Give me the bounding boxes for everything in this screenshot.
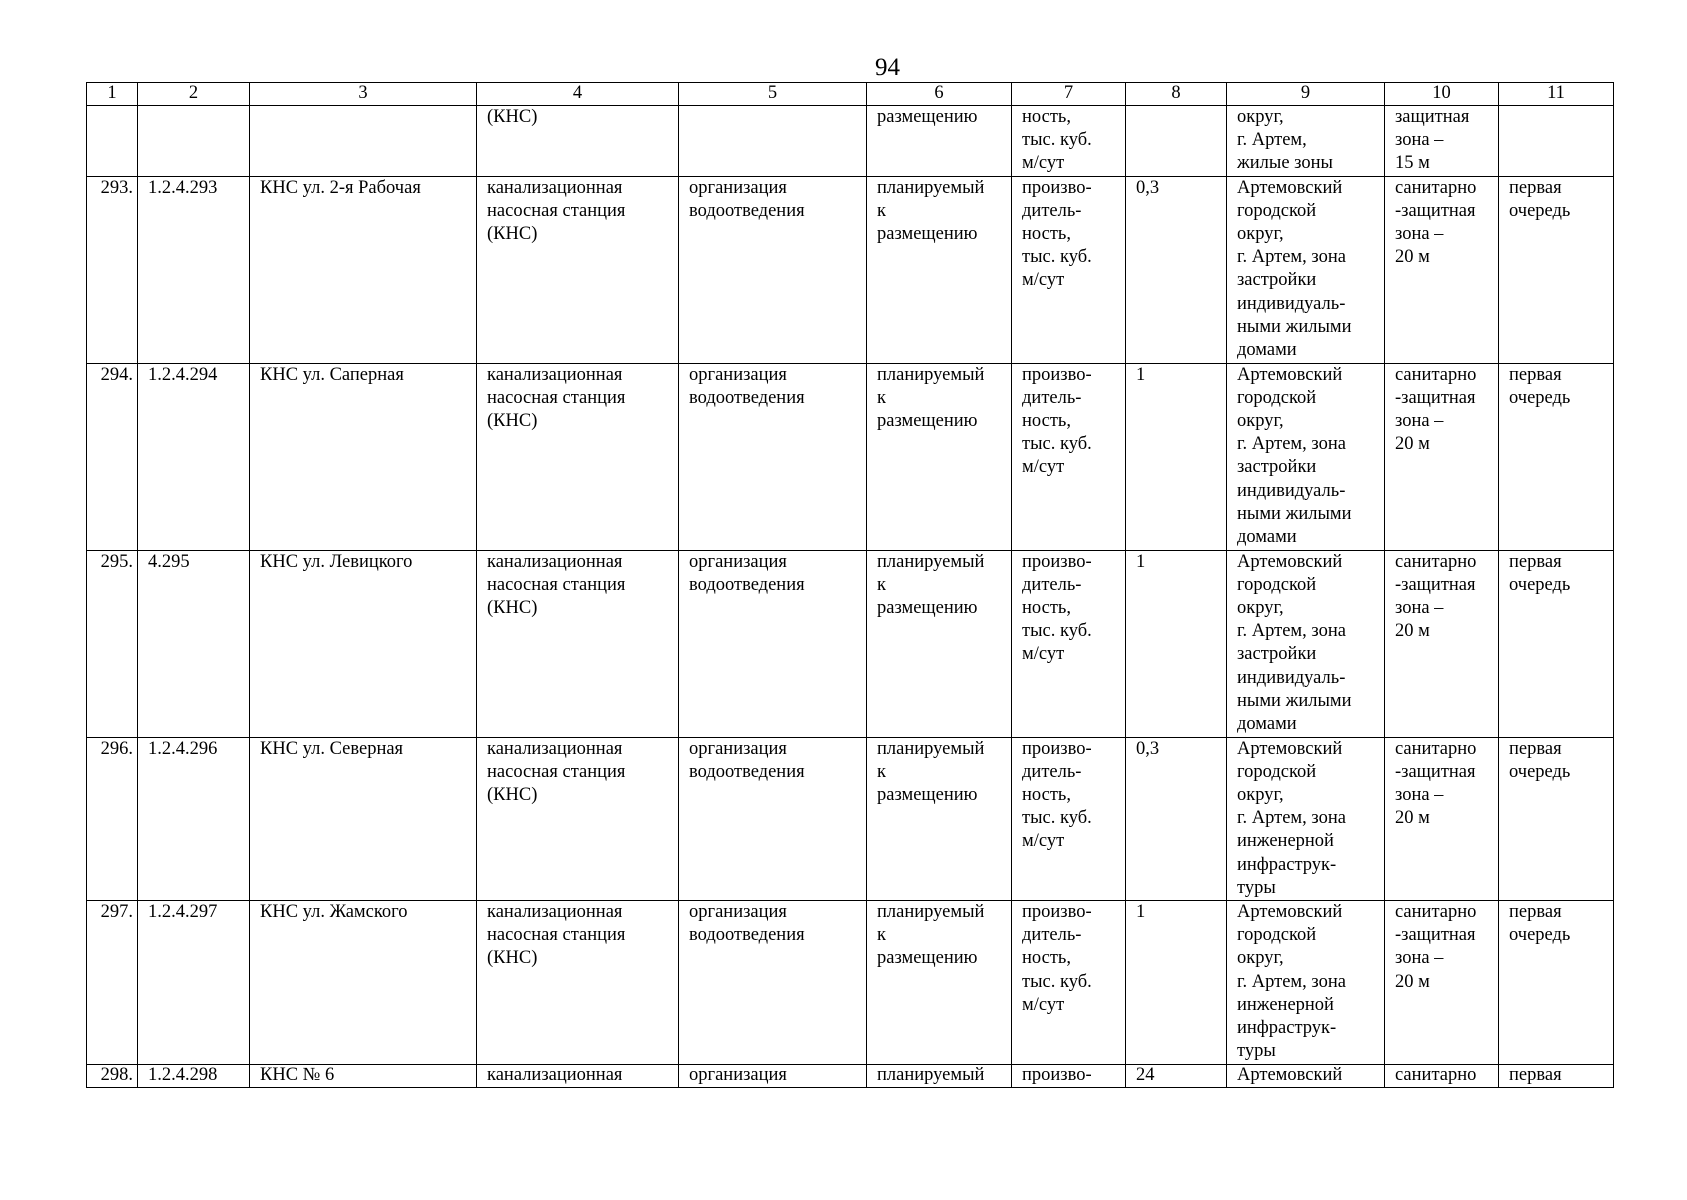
cell-text-line: м/сут (1022, 831, 1065, 852)
cell-text-line: зона – (1395, 948, 1444, 969)
table-cell-col-10 (1385, 737, 1499, 900)
table-cell-col-9 (1227, 550, 1385, 737)
cell-text-line: организация (689, 551, 787, 572)
cell-text-line: 4.295 (148, 551, 190, 572)
cell-text-line: 20 м (1395, 971, 1430, 992)
table-cell-col-3 (250, 106, 477, 177)
cell-text-line: (КНС) (487, 224, 538, 245)
cell-text-line: туры (1237, 877, 1276, 898)
cell-text-line: КНС ул. Жамского (260, 902, 408, 923)
cell-text-line: канализационная (487, 177, 623, 198)
table-cell-col-5 (679, 176, 867, 363)
cell-text-line: 1.2.4.296 (148, 738, 218, 759)
cell-text-line: Артемовский (1237, 551, 1343, 572)
cell-text-line: к (877, 387, 886, 408)
column-header-11: 11 (1499, 83, 1614, 106)
cell-text-line: -защитная (1395, 387, 1476, 408)
cell-text-line: 0,3 (1136, 738, 1160, 759)
cell-text-line: г. Артем, (1237, 130, 1307, 151)
column-header-5: 5 (679, 83, 867, 106)
cell-text-line: КНС ул. Северная (260, 738, 404, 759)
cell-text-line: зона – (1395, 411, 1444, 432)
cell-text-line: насосная станция (487, 387, 626, 408)
cell-text-line: тыс. куб. (1022, 434, 1092, 455)
table-cell-col-11 (1499, 363, 1614, 550)
cell-text-line: канализационная (487, 738, 623, 759)
column-header-6: 6 (867, 83, 1012, 106)
cell-text-line: домами (1237, 714, 1297, 735)
table-cell-col-10 (1385, 550, 1499, 737)
table-cell-col-3 (250, 737, 477, 900)
table-cell-col-6 (867, 737, 1012, 900)
cell-text-line: очередь (1509, 574, 1571, 595)
column-header-9: 9 (1227, 83, 1385, 106)
cell-text-line: очередь (1509, 925, 1571, 946)
cell-text-line: индивидуаль- (1237, 480, 1346, 501)
cell-text-line: планируемый (877, 1065, 985, 1086)
table-cell-col-11 (1499, 176, 1614, 363)
cell-text-line: защитная (1395, 107, 1470, 127)
cell-text-line: санитарно (1395, 177, 1477, 198)
table-cell-col-3 (250, 176, 477, 363)
cell-text-line: первая (1509, 738, 1562, 759)
cell-text-line: зона – (1395, 785, 1444, 806)
table-cell-col-5 (679, 106, 867, 177)
cell-text-line: организация (689, 738, 787, 759)
cell-text-line: планируемый (877, 551, 985, 572)
cell-text-line: инженерной (1237, 831, 1334, 852)
table-cell-col-1 (87, 901, 138, 1065)
cell-text-line: ность, (1022, 411, 1071, 432)
cell-text-line: городской (1237, 200, 1317, 221)
column-header-1: 1 (87, 83, 138, 106)
table-cell-col-2 (138, 176, 250, 363)
cell-text-line: очередь (1509, 200, 1571, 221)
table-cell-col-4 (477, 1065, 679, 1088)
cell-text-line: 1 (1136, 364, 1146, 385)
table-cell-col-11 (1499, 106, 1614, 177)
cell-text-line: округ, (1237, 107, 1284, 127)
table-cell-col-1 (87, 1065, 138, 1088)
cell-text-line: размещению (877, 107, 978, 127)
column-header-7: 7 (1012, 83, 1126, 106)
table-cell-col-3 (250, 901, 477, 1065)
cell-text-line: водоотведения (689, 761, 805, 782)
cell-text-line: г. Артем, зона (1237, 808, 1346, 829)
cell-text-line: произво- (1022, 551, 1092, 572)
table-cell-col-5 (679, 363, 867, 550)
cell-text-line: санитарно (1395, 1065, 1477, 1086)
cell-text-line: округ, (1237, 598, 1284, 619)
cell-text-line: округ, (1237, 948, 1284, 969)
cell-text-line: к (877, 925, 886, 946)
cell-text-line: ность, (1022, 107, 1071, 127)
cell-text-line: Артемовский (1237, 1065, 1343, 1086)
cell-text-line: 24 (1136, 1065, 1155, 1086)
cell-text-line: к (877, 574, 886, 595)
cell-text-line: санитарно (1395, 551, 1477, 572)
cell-text-line: 296. (100, 738, 133, 759)
table-cell-col-11 (1499, 550, 1614, 737)
cell-text-line: зона – (1395, 224, 1444, 245)
cell-text-line: первая (1509, 177, 1562, 198)
cell-text-line: канализационная (487, 902, 623, 923)
cell-text-line: канализационная (487, 551, 623, 572)
cell-text-line: ными жилыми (1237, 503, 1352, 524)
table-row (87, 106, 1614, 177)
table-row (87, 901, 1614, 1065)
cell-text-line: дитель- (1022, 200, 1082, 221)
cell-text-line: г. Артем, зона (1237, 247, 1346, 268)
cell-text-line: Артемовский (1237, 177, 1343, 198)
table-cell-col-2 (138, 363, 250, 550)
table-cell-col-8 (1126, 106, 1227, 177)
cell-text-line: ность, (1022, 598, 1071, 619)
table-cell-col-1 (87, 550, 138, 737)
cell-text-line: насосная станция (487, 925, 626, 946)
cell-text-line: 1 (1136, 902, 1146, 923)
cell-text-line: городской (1237, 761, 1317, 782)
cell-text-line: ность, (1022, 224, 1071, 245)
cell-text-line: произво- (1022, 1065, 1092, 1086)
cell-text-line: округ, (1237, 411, 1284, 432)
table-cell-col-8 (1126, 363, 1227, 550)
column-header-4: 4 (477, 83, 679, 106)
cell-text-line: 1.2.4.294 (148, 364, 218, 385)
table-cell-col-8 (1126, 737, 1227, 900)
cell-text-line: размещению (877, 224, 978, 245)
table-cell-col-6 (867, 901, 1012, 1065)
table-cell-col-2 (138, 550, 250, 737)
table-row (87, 550, 1614, 737)
cell-text-line: к (877, 761, 886, 782)
cell-text-line: тыс. куб. (1022, 621, 1092, 642)
cell-text-line: Артемовский (1237, 738, 1343, 759)
table-cell-col-9 (1227, 901, 1385, 1065)
table-cell-col-7 (1012, 901, 1126, 1065)
cell-text-line: насосная станция (487, 574, 626, 595)
cell-text-line: тыс. куб. (1022, 130, 1092, 151)
table-header (87, 83, 1614, 106)
cell-text-line: насосная станция (487, 761, 626, 782)
cell-text-line: 297. (100, 902, 133, 923)
cell-text-line: домами (1237, 527, 1297, 548)
cell-text-line: санитарно (1395, 364, 1477, 385)
table-cell-col-7 (1012, 363, 1126, 550)
cell-text-line: организация (689, 1065, 787, 1086)
cell-text-line: произво- (1022, 364, 1092, 385)
table-cell-col-10 (1385, 363, 1499, 550)
table-cell-col-5 (679, 737, 867, 900)
cell-text-line: г. Артем, зона (1237, 434, 1346, 455)
cell-text-line: тыс. куб. (1022, 808, 1092, 829)
table-cell-col-1 (87, 363, 138, 550)
table-cell-col-7 (1012, 176, 1126, 363)
cell-text-line: округ, (1237, 785, 1284, 806)
table-cell-col-7 (1012, 106, 1126, 177)
cell-text-line: 20 м (1395, 434, 1430, 455)
cell-text-line: г. Артем, зона (1237, 971, 1346, 992)
table-cell-col-7 (1012, 737, 1126, 900)
table-cell-col-3 (250, 363, 477, 550)
cell-text-line: (КНС) (487, 948, 538, 969)
table-cell-col-6 (867, 363, 1012, 550)
cell-text-line: -защитная (1395, 925, 1476, 946)
column-header-8: 8 (1126, 83, 1227, 106)
table-cell-col-5 (679, 901, 867, 1065)
cell-text-line: 0,3 (1136, 177, 1160, 198)
table-cell-col-2 (138, 106, 250, 177)
cell-text-line: очередь (1509, 387, 1571, 408)
table-cell-col-11 (1499, 1065, 1614, 1088)
table-cell-col-10 (1385, 901, 1499, 1065)
cell-text-line: (КНС) (487, 785, 538, 806)
cell-text-line: застройки (1237, 644, 1317, 665)
cell-text-line: размещению (877, 785, 978, 806)
table-cell-col-1 (87, 106, 138, 177)
cell-text-line: планируемый (877, 177, 985, 198)
table-body (87, 106, 1614, 1088)
cell-text-line: Артемовский (1237, 902, 1343, 923)
table-cell-col-3 (250, 1065, 477, 1088)
cell-text-line: городской (1237, 387, 1317, 408)
cell-text-line: инфраструк- (1237, 854, 1337, 875)
cell-text-line: 20 м (1395, 621, 1430, 642)
cell-text-line: размещению (877, 598, 978, 619)
cell-text-line: 20 м (1395, 247, 1430, 268)
cell-text-line: туры (1237, 1041, 1276, 1062)
cell-text-line: водоотведения (689, 387, 805, 408)
table-cell-col-6 (867, 106, 1012, 177)
cell-text-line: первая (1509, 902, 1562, 923)
table-cell-col-9 (1227, 737, 1385, 900)
table-cell-col-6 (867, 176, 1012, 363)
cell-text-line: м/сут (1022, 644, 1065, 665)
cell-text-line: очередь (1509, 761, 1571, 782)
table-cell-col-5 (679, 1065, 867, 1088)
cell-text-line: 1.2.4.297 (148, 902, 218, 923)
table-cell-col-10 (1385, 176, 1499, 363)
table-cell-col-7 (1012, 550, 1126, 737)
cell-text-line: водоотведения (689, 925, 805, 946)
cell-text-line: канализационная (487, 1065, 623, 1086)
table-cell-col-11 (1499, 901, 1614, 1065)
cell-text-line: -защитная (1395, 574, 1476, 595)
cell-text-line: домами (1237, 340, 1297, 361)
table-cell-col-7 (1012, 1065, 1126, 1088)
table-row (87, 176, 1614, 363)
cell-text-line: городской (1237, 574, 1317, 595)
cell-text-line: округ, (1237, 224, 1284, 245)
cell-text-line: м/сут (1022, 270, 1065, 291)
table-cell-col-9 (1227, 106, 1385, 177)
cell-text-line: санитарно (1395, 902, 1477, 923)
cell-text-line: инженерной (1237, 994, 1334, 1015)
column-header-2: 2 (138, 83, 250, 106)
cell-text-line: размещению (877, 948, 978, 969)
table-cell-col-4 (477, 106, 679, 177)
cell-text-line: индивидуаль- (1237, 667, 1346, 688)
cell-text-line: м/сут (1022, 153, 1065, 174)
header-row (87, 83, 1614, 106)
cell-text-line: водоотведения (689, 200, 805, 221)
cell-text-line: ность, (1022, 948, 1071, 969)
cell-text-line: размещению (877, 411, 978, 432)
column-header-10: 10 (1385, 83, 1499, 106)
cell-text-line: застройки (1237, 270, 1317, 291)
cell-text-line: канализационная (487, 364, 623, 385)
cell-text-line: (КНС) (487, 107, 538, 127)
cell-text-line: насосная станция (487, 200, 626, 221)
table-cell-col-2 (138, 1065, 250, 1088)
cell-text-line: ность, (1022, 785, 1071, 806)
table-cell-col-4 (477, 363, 679, 550)
registry-table (86, 82, 1614, 1088)
cell-text-line: КНС № 6 (260, 1065, 335, 1086)
table-cell-col-10 (1385, 106, 1499, 177)
table-cell-col-1 (87, 737, 138, 900)
table-cell-col-8 (1126, 1065, 1227, 1088)
cell-text-line: м/сут (1022, 457, 1065, 478)
cell-text-line: планируемый (877, 364, 985, 385)
table-cell-col-1 (87, 176, 138, 363)
cell-text-line: 20 м (1395, 808, 1430, 829)
cell-text-line: застройки (1237, 457, 1317, 478)
cell-text-line: планируемый (877, 902, 985, 923)
cell-text-line: 1 (1136, 551, 1146, 572)
cell-text-line: м/сут (1022, 994, 1065, 1015)
cell-text-line: г. Артем, зона (1237, 621, 1346, 642)
cell-text-line: индивидуаль- (1237, 293, 1346, 314)
cell-text-line: -защитная (1395, 761, 1476, 782)
column-header-3: 3 (250, 83, 477, 106)
cell-text-line: зона – (1395, 130, 1444, 151)
table-cell-col-2 (138, 737, 250, 900)
cell-text-line: инфраструк- (1237, 1018, 1337, 1039)
cell-text-line: жилые зоны (1237, 153, 1333, 174)
cell-text-line: (КНС) (487, 598, 538, 619)
cell-text-line: ными жилыми (1237, 690, 1352, 711)
cell-text-line: 1.2.4.293 (148, 177, 218, 198)
cell-text-line: водоотведения (689, 574, 805, 595)
cell-text-line: КНС ул. 2-я Рабочая (260, 177, 421, 198)
table-cell-col-8 (1126, 176, 1227, 363)
table-cell-col-4 (477, 901, 679, 1065)
cell-text-line: -защитная (1395, 200, 1476, 221)
table-row (87, 737, 1614, 900)
cell-text-line: зона – (1395, 598, 1444, 619)
cell-text-line: организация (689, 177, 787, 198)
cell-text-line: первая (1509, 364, 1562, 385)
table-cell-col-11 (1499, 737, 1614, 900)
table-cell-col-8 (1126, 901, 1227, 1065)
cell-text-line: первая (1509, 551, 1562, 572)
cell-text-line: 294. (100, 364, 133, 385)
cell-text-line: тыс. куб. (1022, 971, 1092, 992)
cell-text-line: произво- (1022, 177, 1092, 198)
cell-text-line: ными жилыми (1237, 316, 1352, 337)
table-cell-col-5 (679, 550, 867, 737)
table-row (87, 363, 1614, 550)
page-number: 94 (875, 54, 900, 81)
cell-text-line: организация (689, 364, 787, 385)
table-cell-col-3 (250, 550, 477, 737)
cell-text-line: 293. (100, 177, 133, 198)
table-cell-col-9 (1227, 176, 1385, 363)
cell-text-line: 1.2.4.298 (148, 1065, 218, 1086)
cell-text-line: городской (1237, 925, 1317, 946)
cell-text-line: Артемовский (1237, 364, 1343, 385)
cell-text-line: произво- (1022, 738, 1092, 759)
cell-text-line: дитель- (1022, 387, 1082, 408)
cell-text-line: планируемый (877, 738, 985, 759)
cell-text-line: дитель- (1022, 925, 1082, 946)
table-row (87, 1065, 1614, 1088)
cell-text-line: организация (689, 902, 787, 923)
cell-text-line: дитель- (1022, 574, 1082, 595)
table-cell-col-8 (1126, 550, 1227, 737)
cell-text-line: к (877, 200, 886, 221)
cell-text-line: 298. (100, 1065, 133, 1086)
table-cell-col-10 (1385, 1065, 1499, 1088)
cell-text-line: первая (1509, 1065, 1562, 1086)
table-cell-col-6 (867, 1065, 1012, 1088)
cell-text-line: (КНС) (487, 411, 538, 432)
table-cell-col-4 (477, 550, 679, 737)
table-cell-col-4 (477, 176, 679, 363)
table-cell-col-9 (1227, 363, 1385, 550)
cell-text-line: санитарно (1395, 738, 1477, 759)
cell-text-line: произво- (1022, 902, 1092, 923)
cell-text-line: 15 м (1395, 153, 1430, 174)
cell-text-line: 295. (100, 551, 133, 572)
table-cell-col-2 (138, 901, 250, 1065)
cell-text-line: дитель- (1022, 761, 1082, 782)
cell-text-line: КНС ул. Саперная (260, 364, 404, 385)
cell-text-line: КНС ул. Левицкого (260, 551, 413, 572)
table-cell-col-4 (477, 737, 679, 900)
table-cell-col-9 (1227, 1065, 1385, 1088)
table-cell-col-6 (867, 550, 1012, 737)
cell-text-line: тыс. куб. (1022, 247, 1092, 268)
